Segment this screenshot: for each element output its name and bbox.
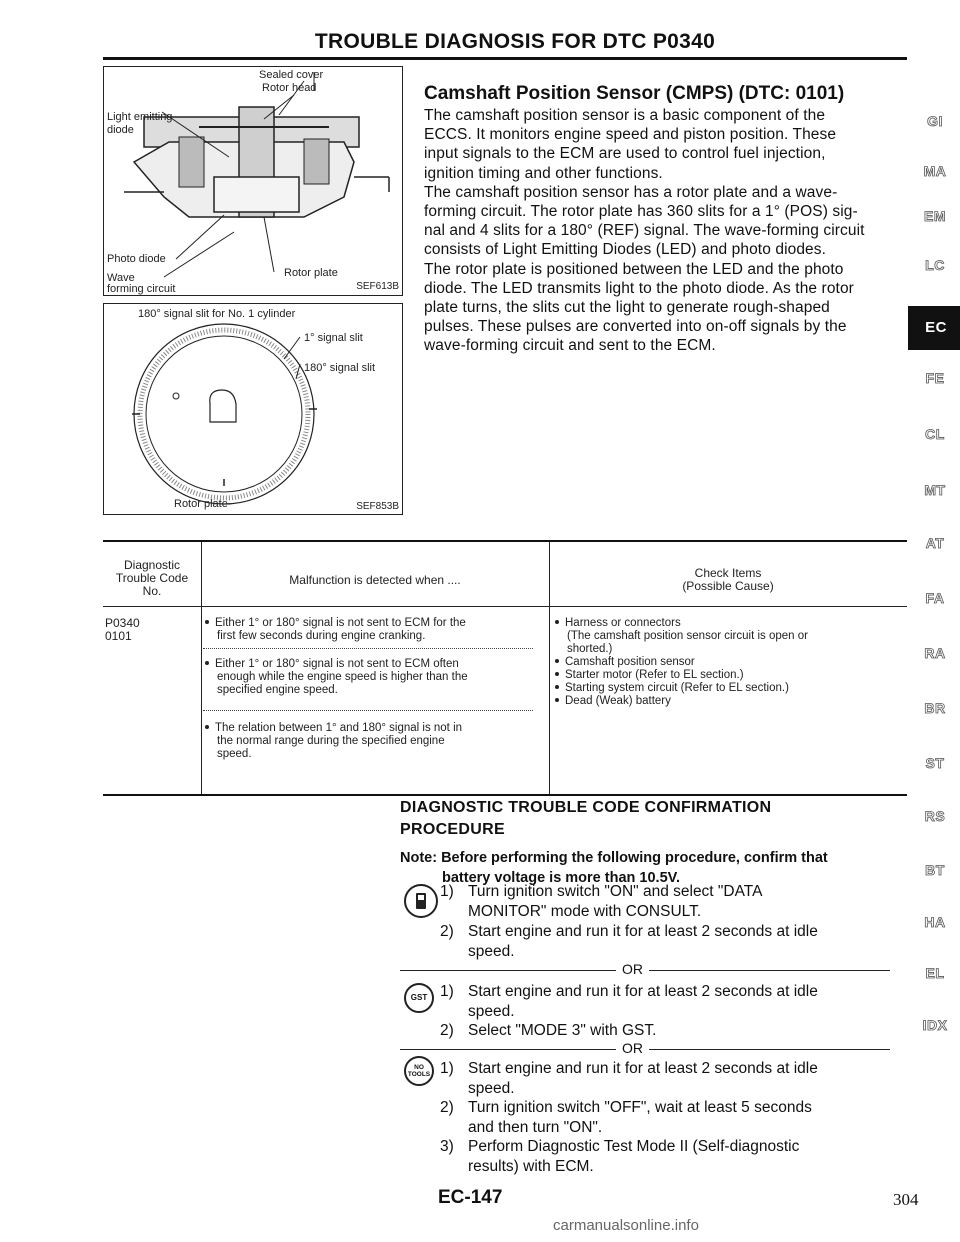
body-line: The camshaft position sensor is a basic component of the: [424, 107, 826, 124]
consult-icon: [404, 884, 438, 918]
or-label: OR: [616, 1040, 649, 1056]
nav-item-ra[interactable]: RA: [924, 645, 946, 661]
label-light-emitting: Light emitting: [107, 111, 173, 123]
nav-item-bt[interactable]: BT: [925, 862, 945, 878]
body-line: ignition timing and other functions.: [424, 164, 663, 182]
nav-item-rs[interactable]: RS: [924, 808, 946, 824]
procedure-heading: DIAGNOSTIC TROUBLE CODE CONFIRMATION PROCEDURE: [400, 799, 772, 838]
body-line: wave-forming circuit and sent to the ECM.: [424, 337, 716, 355]
nav-item-st[interactable]: ST: [925, 755, 945, 771]
section-heading: Camshaft Position Sensor (CMPS) (DTC: 0101): [424, 83, 845, 104]
watermark: carmanualsonline.info: [553, 1217, 699, 1234]
figure-ref: SEF853B: [356, 501, 399, 512]
page-code: EC-147: [438, 1187, 503, 1208]
nav-item-gi[interactable]: GI: [927, 113, 943, 129]
check-item-list: Harness or connectors (The camshaft position sensor circuit is open or shorted.) Camshaft position sensor Starter motor (Refer to EL section.) Starting system circuit (Refer to EL section.) Dead (Weak) battery: [555, 617, 905, 708]
body-line: ECCS. It monitors engine speed and piston position. These: [424, 126, 837, 144]
label-signal-slit-cylinder: 180° signal slit for No. 1 cylinder: [138, 308, 296, 320]
label-photo-diode: Photo diode: [107, 253, 166, 265]
label-rotor-head: Rotor head: [262, 82, 317, 94]
nav-item-el[interactable]: EL: [925, 965, 945, 981]
label-rotor-plate-bottom: Rotor plate: [174, 498, 228, 510]
label-rotor-plate: Rotor plate: [284, 267, 338, 279]
dtc-table: [103, 540, 907, 796]
body-line: forming circuit. The rotor plate has 360 slits for a 1° (POS) sig-: [424, 203, 858, 221]
header-check-items: Check Items (Possible Cause): [682, 566, 774, 593]
malfunction-item: The relation between 1° and 180° signal is not in the normal range during the specified engine speed.: [205, 722, 545, 761]
body-line: input signals to the ECM are used to control fuel injection,: [424, 145, 826, 163]
body-line: diode. The LED transmits light to the photo diode. As the rotor: [424, 279, 854, 297]
body-line: consists of Light Emitting Diodes (LED) and photo diodes.: [424, 241, 827, 259]
page-number: 304: [893, 1190, 919, 1209]
figure-ref: SEF613B: [356, 281, 399, 292]
nav-item-cl[interactable]: CL: [925, 426, 945, 442]
figure-sensor-cross-section: [103, 66, 403, 296]
label-diode: diode: [107, 124, 134, 136]
nav-item-lc[interactable]: LC: [925, 257, 945, 273]
body-line: The rotor plate is positioned between the LED and the photo: [424, 260, 844, 278]
label-forming-circuit: forming circuit: [107, 283, 176, 295]
label-wave: Wave: [107, 272, 135, 284]
figure-rotor-plate: [103, 303, 403, 515]
label-one-eighty-slit: 180° signal slit: [304, 362, 376, 374]
malfunction-item: Either 1° or 180° signal is not sent to ECM often enough while the engine speed is higher than the specified engine speed.: [205, 658, 545, 697]
body-line: nal and 4 slits for a 180° (REF) signal. The wave-forming circuit: [424, 222, 865, 240]
nav-item-ma[interactable]: MA: [923, 163, 947, 179]
nav-item-br[interactable]: BR: [924, 700, 946, 716]
nav-item-ec[interactable]: EC: [908, 306, 960, 350]
label-sealed-cover: Sealed cover: [259, 69, 324, 81]
nav-item-fa[interactable]: FA: [925, 590, 945, 606]
body-line: pulses. These pulses are converted into on-off signals by the: [424, 318, 847, 336]
body-line: The camshaft position sensor has a rotor plate and a wave-: [424, 183, 838, 201]
nav-item-em[interactable]: EM: [924, 208, 946, 224]
or-label: OR: [616, 961, 649, 977]
nav-item-mt[interactable]: MT: [924, 482, 946, 498]
malfunction-item: Either 1° or 180° signal is not sent to ECM for the first few seconds during engine cranking.: [205, 617, 545, 643]
body-line: plate turns, the slits cut the light to generate rough-shaped: [424, 299, 830, 317]
no-tools-icon: NO TOOLS: [404, 1056, 434, 1086]
label-one-degree-slit: 1° signal slit: [304, 332, 363, 344]
gst-icon: GST: [404, 983, 434, 1013]
header-malfunction: Malfunction is detected when ....: [289, 573, 461, 587]
nav-item-fe[interactable]: FE: [925, 370, 945, 386]
section-body: [424, 106, 908, 356]
page-title: TROUBLE DIAGNOSIS FOR DTC P0340: [314, 30, 716, 53]
procedure-note: Note: Before performing the following procedure, confirm that battery voltage is more than 10.5V.: [400, 850, 828, 886]
nav-item-ha[interactable]: HA: [924, 914, 946, 930]
title-rule: [103, 57, 907, 60]
dtc-code: P0340 0101: [105, 616, 140, 643]
nav-item-idx[interactable]: IDX: [922, 1017, 948, 1033]
nav-item-at[interactable]: AT: [925, 535, 945, 551]
section-nav: [904, 0, 960, 1242]
header-dtc: Diagnostic Trouble Code No.: [115, 558, 189, 598]
